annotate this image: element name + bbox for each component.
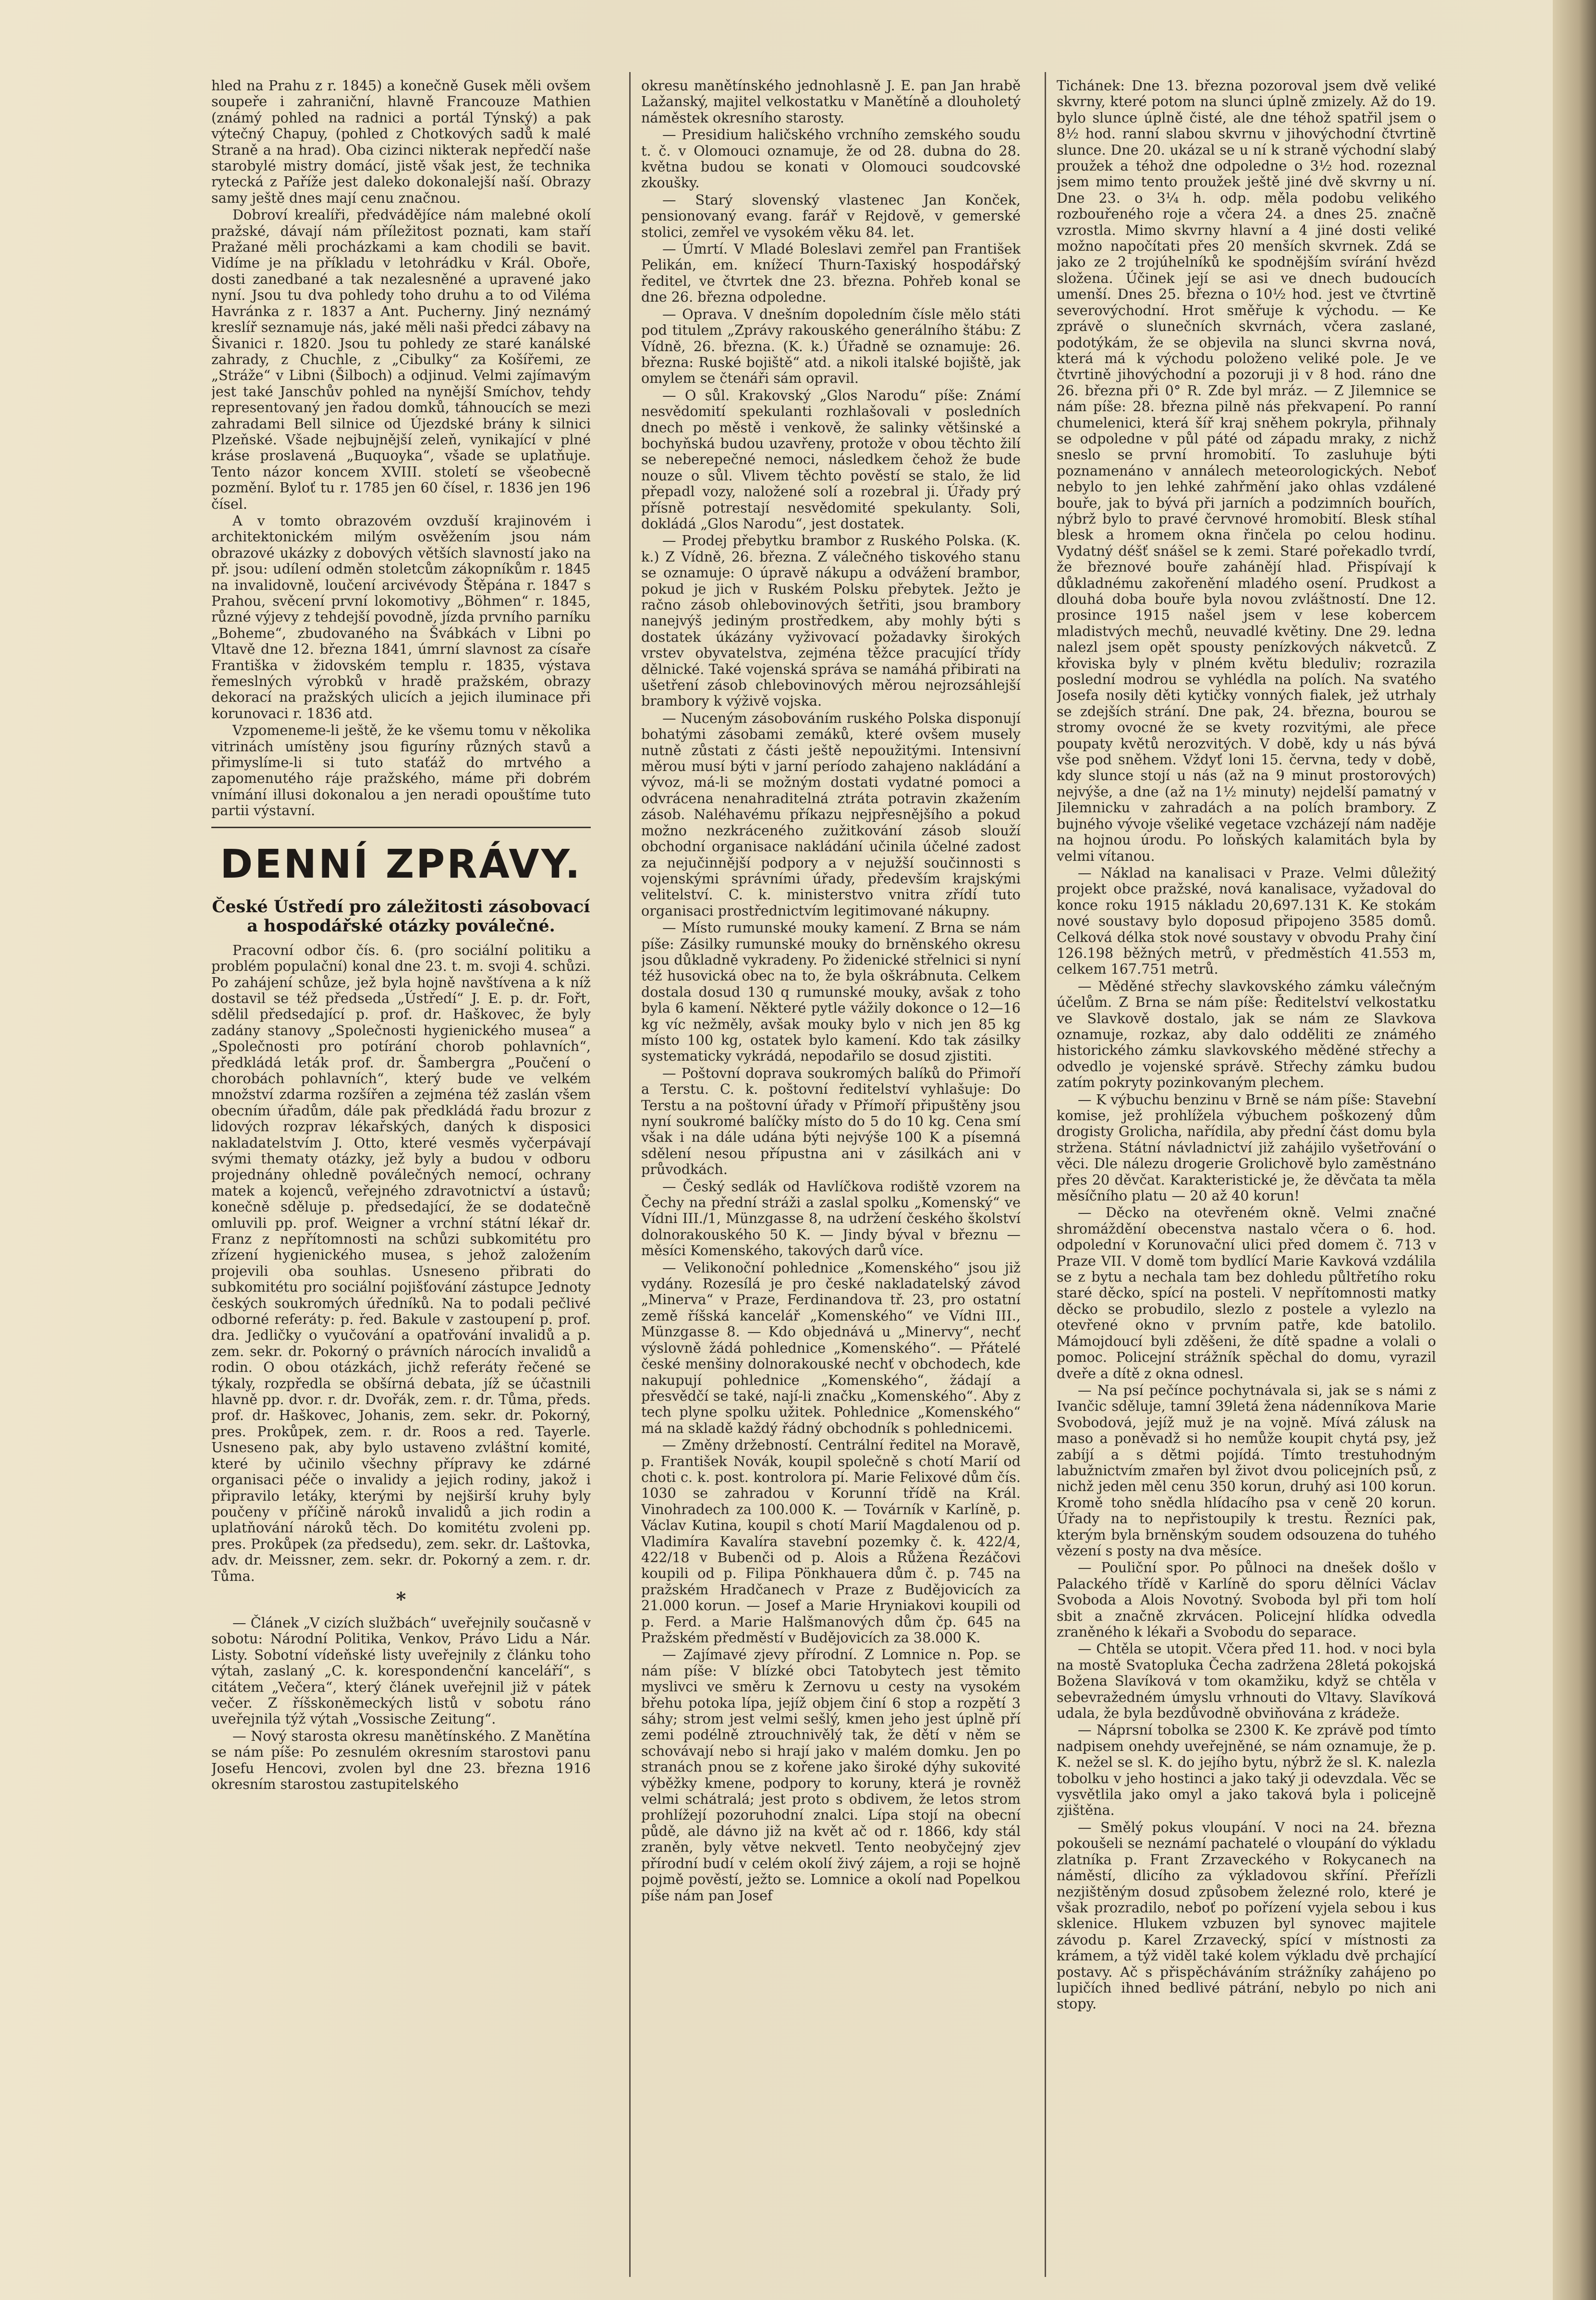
column-3 <box>1057 77 1436 2296</box>
column-rule-1 <box>629 72 631 2277</box>
column-1-articles <box>211 78 591 819</box>
article-paragraph: A v tomto obrazovém ovzduší krajinovém i architektonickém milým osvěžením jsou nám obrazové ukázky z dobových větších slavností jako na př. jsou: udílení odměn stoletcům zákopníkům r. 1845 na invalidovně, loučení arcivévody Štěpána r. 1847 s Prahou, svěcení první lokomotivy „Böhmen“ r. 1845, různé výjevy z tehdejší povodně, jízda prvního parníku „Boheme“, zbudovaného na Švábkách v Libni po Vltavě dne 12. března 1841, úmrní slavnost za císaře Františka v židovském templu r. 1835, výstava řemeslných výrobků v hradě pražském, obrazy dekorací na pražských ulicích a jejich iluminace při korunovaci r. 1836 atd. <box>211 512 591 722</box>
article-paragraph: — K výbuchu benzinu v Brně se nám píše: Stavební komise, jež prohlížela výbuchem poškozený dům drogisty Grolicha, nařídila, aby přední část domu byla stržena. Státní návladnictví již zahájilo vyšetřování o věci. Dle nálezu drogerie Grolichově bylo zaměstnáno přes 20 děvčat. Karakteristické je, že děvčata ta měla měsíčního platu — 20 až 40 korun! <box>1057 1091 1436 1204</box>
page-fold-shadow <box>1553 0 1596 2300</box>
article-paragraph: — Nuceným zásobováním ruského Polska disponují bohatými zásobami zemáků, které ovšem musely nutně zůstati z části ještě nepoužitými. Intensivní měrou musí býti v jarní período zahajeno nakládání a vývoz, má-li se možným dostati vydatné pomoci a odvrácena nenahraditelná ztráta potravin zkažením zásob. Naléhavému příkazu nejpřesnějšího a pokud možno nezkráceného zužitkování zásob slouží obchodní organisace nakládání učinila účelné zadost za nejučinnější podpory a v nejužší součinnosti s vojenskými správními úřady, především krajskými velitelství. C. k. ministerstvo vnitra zřídí tuto organisaci prostřednictvím legitimované nákupny. <box>641 710 1021 919</box>
article-paragraph: — Poštovní doprava soukromých balíků do Přimoří a Terstu. C. k. poštovní ředitelství vyhlašuje: Do Terstu a na poštovní úřady v Přímoří připuštěny jsou nyní soukromé balíčky místo do 5 do 10 kg. Cena smí však i na dále udána býti nejvýše 100 K a písemná sdělení nesou přípustna ani v zásilkách ani v průvodkách. <box>641 1064 1021 1178</box>
article-paragraph: — Starý slovenský vlastenec Jan Konček, pensionovaný evang. farář v Rejdově, v gemerské stolici, zemřel ve vysokém věku 84. let. <box>641 191 1021 240</box>
article-paragraph: Vzpomeneme-li ještě, že ke všemu tomu v několika vitrinách umístěny jsou figuríny různých stavů a přimyslíme-li si tuto staťáž do mrtvého a zapomenutého ráje pražského, máme při dobrém vnímání illusi dokonalou a jen neradi opouštíme tuto partii výstavní. <box>211 722 591 819</box>
article-paragraph: Pracovní odbor čís. 6. (pro sociální politiku a problém populační) konal dne 23. t. m. svoji 4. schůzi. Po zahájení schůze, jež byla hojně navštívena a k níž dostavil se též předseda „Ústředí“ J. E. p. dr. Fořt, sdělil předsedající p. prof. dr. Haškovec, že byly zadány stanovy „Společnosti hygienického musea“ a „Společnosti pro potírání chorob pohlavních“, předkládá leták prof. dr. Šambergra „Poučení o chorobách pohlavních“, který bude ve velkém množství zdarma rozšířen a zejména též zaslán všem obecním úřadům, dále pak předkládá řadu brozur z lidových rozprav lékařských, daných k disposici nakladatelstvím J. Otto, které vesměs vyčerpávají svými thematy otázky, jež byly a budou v odboru projednány ohledně poválečných nemocí, ochrany matek a kojenců, veřejného zdravotnictví a ústavů; konečně sděluje p. předsedající, že se dodatečně omluvili pp. prof. Weigner a vrchní státní lékař dr. Franz z nepřítomnosti na schůzi subkomitétu pro zřízení hygienického musea, s jehož založením projevili oba souhlas. Usneseno přibrati do subkomitétu pro sociální pojišťování zástupce Jednoty českých soukromých úředníků. Na to podali pečlivé odborné referáty: p. řed. Bakule v zastoupení p. prof. dra. Jedličky o vyučování a opatřování invalidů a p. zem. sekr. dr. Pokorný o právních nárocích invalidů a rodin. O obou otázkách, jichž referáty řečené se týkaly, rozpředla se obšírná debata, jíž se účastnili hlavně pp. dvor. r. dr. Dvořák, zem. r. dr. Tůma, předs. prof. dr. Haškovec, Johanis, zem. sekr. dr. Pokorný, pres. Prokůpek, zem. r. dr. Roos a red. Tayerle. Usneseno pak, aby bylo ustaveno zvláštní komité, které by učinilo všechny přípravy ke zdárné organisaci péče o invalidy a jejich rodiny, jakož i připravilo letáky, kterými by nejširší kruhy byly poučeny v příčině nároků invalidů a jich rodin a uplatňování nároků těch. Do komitétu zvoleni pp. pres. Prokůpek (za předsedu), zem. sekr. dr. Laštovka, adv. dr. Meissner, zem. sekr. dr. Pokorný a zem. r. dr. Tůma. <box>211 942 591 1584</box>
article-paragraph: — Prodej přebytku brambor z Ruského Polska. (K. k.) Z Vídně, 26. března. Z válečného tiskového stanu se oznamuje: O úpravě nákupu a odvážení brambor, pokud je jich v Ruském Polsku přebytek. Ježto je račno zásob ohlebovinových šetřiti, jsou brambory nanejvýš jediným prostředkem, aby mohly býti s dostatek úkázány vyživovací požadavky širokých vrstev obyvatelstva, zejména těžce pracující třídy dělnické. Také vojenská správa se namáhá přibirati na ušetření zásob chlebovinových měrou nejrozsáhlejší brambory k výživě vojska. <box>641 532 1021 710</box>
article-paragraph: — Článek „V cizích službách“ uveřejnily současně v sobotu: Národní Politika, Venkov, Právo Lidu a Nár. Listy. Sobotní vídeňské listy uveřejnily z článku toho výtah, zaslaný „C. k. korespondenční kanceláří“, s citátem „Večera“, který článek uveřejnil již v pátek večer. Z říšskoněmeckých listů v sobotu ráno uveřejnila týž výtah „Vossische Zeitung“. <box>211 1614 591 1727</box>
article-paragraph: hled na Prahu z r. 1845) a konečně Gusek měli ovšem soupeře i zahraniční, hlavně Francouze Mathien (známý pohled na radnici a portál Týnský) a pak výtečný Chapuy, (pohled z Chotkových sadů k malé Straně a na hrad). Oba cizinci nikterak nepředčí naše starobylé mistry domácí, jistě však jest, že technika rytecká z Paříže jest daleko dokonalejší naší. Obrazy samy ještě dnes mají cenu značnou. <box>211 77 591 206</box>
article-paragraph: — Na psí pečínce pochytnávala si, jak se s námi z Ivančic sděluje, tamní 39letá žena nádenníkova Marie Svobodová, jejíž muž je na vojně. Mívá zálusk na maso a poněvadž si ho nemůže koupit chytá psy, jež zabíjí a s dětmi pojídá. Tímto trestuhodným labužnictvím zmařen byl život dvou policejních psů, z nichž jeden měl cenu 350 korun, druhý asi 100 korun. Kromě toho snědla hlídacího psa v ceně 20 korun. Úřady na to nepřistoupily k trestu. Řezníci pak, kterým byla brněnským soudem odsouzena do tuhého vězení s posty na dva měsíce. <box>1057 1382 1436 1559</box>
article-paragraph: — Měděné střechy slavkovského zámku válečným účelům. Z Brna se nám píše: Ředitelství velkostatku ve Slavkově dostalo, jak se nám ze Slavkova oznamuje, rozkaz, aby dalo odděliti ze známého historického zámku slavkovského měděné střechy a odvedlo je vojenské správě. Střechy zámku budou zatím pokryty pozinkovaným plechem. <box>1057 978 1436 1091</box>
article-paragraph: — Velikonoční pohlednice „Komenského“ jsou již vydány. Rozesílá je pro české nakladatelský závod „Minerva“ v Praze, Ferdinandova tř. 23, pro ostatní země říšská kancelář „Komenského“ ve Vídni III., Münzgasse 8. — Kdo objednává u „Minervy“, nechť výslovně žádá pohlednice „Komenského“. — Přátelé české menšiny dolnorakouské nechť v obchodech, kde nakupují pohlednice „Komenského“, žádají a přesvědčí se také, nají-li značku „Komenského“. Aby z tech plyne spolku užitek. Pohlednice „Komenského“ má na skladě každý řádný obchodník s pohlednicemi. <box>641 1259 1021 1436</box>
article-paragraph: — Místo rumunské mouky kamení. Z Brna se nám píše: Zásilky rumunské mouky do brněnského okresu jsou důkladně vykradeny. Po židenické střelnici si nyní též husovická obec na to, že byla oškrábnuta. Celkem dostala dosud 130 q rumunské mouky, avšak z toho byla 6 kamení. Některé pytle vážily dokonce o 12—16 kg víc nežměly, avšak mouky bylo v nich jen 85 kg místo 100 kg, ostatek bylo kamení. Kdo tak zásilky systematicky vykrádá, nepodařilo se dosud zjistiti. <box>641 919 1021 1064</box>
column-rule-2 <box>1045 72 1046 2277</box>
asterisk-separator: * <box>396 1588 406 1611</box>
article-paragraph: — Oprava. V dnešním dopoledním čísle mělo státi pod titulem „Zprávy rakouského generálního štábu: Z Vídně, 26. března. (K. k.) Úřadně se oznamuje: 26. března: Ruské bojiště“ atd. a nikoli italské bojiště, jak omylem se čtenáři sám opravil. <box>641 306 1021 387</box>
article-paragraph: — Český sedlák od Havlíčkova rodiště vzorem na Čechy na přední stráži a zaslal spolku „Komenský“ ve Vídni III./1, Münzgasse 8, na udržení českého školství dolnorakouského 50 K. — Jindy býval v březnu — měsíci Komenského, takových darů více. <box>641 1178 1021 1259</box>
column-2 <box>641 77 1021 2296</box>
article-paragraph: — Nový starosta okresu manětínského. Z Manětína se nám píše: Po zesnulém okresním starostovi panu Josefu Hencovi, zvolen byl dne 23. března 1916 okresním starostou zastupitelského <box>211 1727 591 1792</box>
column-2-articles <box>641 78 1021 1904</box>
article-paragraph: — Chtěla se utopit. Včera před 11. hod. v noci byla na mostě Svatopluka Čecha zadržena 28letá pokojská Božena Slavíková v tom okamžiku, když se chtěla v sebevražedném úmyslu vrhnouti do Vltavy. Slavíková udala, že byla bezdůvodně obviňována z krádeže. <box>1057 1640 1436 1722</box>
lead-article-title: České Ústředí pro záležitosti zásobovací a hospodářské otázky poválečné. <box>212 896 590 936</box>
article-paragraph: — Změny držebností. Centrální ředitel na Moravě, p. František Novák, koupil společně s chotí Marií od choti c. k. post. kontrolora pí. Marie Felixové dům čís. 1030 se zahradou v Korunní třídě na Král. Vinohradech za 100.000 K. — Továrník v Karlíně, p. Václav Kutina, koupil s chotí Marií Magdalenou od p. Vladimíra Kavalíra stavební pozemky č. k. 422/4, 422/18 v Bubenči od p. Alois a Růžena Řezáčovi koupili od p. Filipa Pönkhauera dům č. p. 745 na pražském Hradčanech v Praze z Budějovicích za 21.000 korun. — Josef a Marie Hryniakovi koupili od p. Ferd. a Marie Halšmanových dům čp. 645 na Pražském předměstí v Budějovicích za 38.000 K. <box>641 1437 1021 1646</box>
article-paragraph: — Pouliční spor. Po půlnoci na dnešek došlo v Palackého třídě v Karlíně do sporu dělníci Václav Svoboda a Alois Novotný. Svoboda byl při tom holí sbit a značně zkrvácen. Policejní hlídka odvedla zraněného k lékaři a Svobodu do separace. <box>1057 1559 1436 1640</box>
article-paragraph: — Smělý pokus vloupání. V noci na 24. března pokoušeli se neznámí pachatelé o vloupání do výkladu zlatníka p. Frant Zrzaveckého v Rokycanech na náměstí, dlicího za výkladovou skříní. Přeřízli nezjištěným dosud způsobem železné rolo, které je však prozradilo, neboť po pořízení vyjela sebou i kus sklenice. Hlukem vzbuzen byl synovec majitele závodu p. Karel Zrzavecký, spící v místnosti za krámem, a týž viděl také kolem výkladu dvě prchající postavy. Ač s přispěcháváním strážníky zahájeno po lupičích ihned bedlivé pátrání, nebylo po nich ani stopy. <box>1057 1819 1436 2012</box>
section-title: DENNÍ ZPRÁVY. <box>220 841 582 887</box>
article-paragraph: — Úmrtí. V Mladé Boleslavi zemřel pan František Pelikán, em. knížecí Thurn-Taxiský hospodářský ředitel, ve čtvrtek dne 23. března. Pohřeb konal se dne 26. března odpoledne. <box>641 241 1021 306</box>
article-paragraph: Tichánek: Dne 13. března pozoroval jsem dvě veliké skvrny, které potom na slunci úplně zmizely. Až do 19. bylo slunce úplně čisté, ale dne téhož spatřil jsem o 8½ hod. ranní slabou skvrnu v jihovýchodní čtvrtině slunce. Dne 20. ukázal se u ní k straně východní slabý proužek a téhož dne odpoledne o 3½ hod. rozeznal jsem mimo tento proužek ještě jiné dvě skvrny u ní. Dne 23. o 3¼ h. odp. měla podobu velikého rozbouřeného roje a včera 24. a dnes 25. značně vzrostla. Mimo skvrny hlavní a 4 jiné dosti veliké možno napočítati přes 20 menších skvrnek. Zdá se jako ze 2 trojúhelníků ke spodnějším svírání hvězd složena. Účinek její se asi ve dnech budoucích umenší. Dnes 25. března o 10½ hod. jest ve čtvrtině severovýchodní. Hrot směřuje k východu. — Ke zprávě o slunečních skvrnách, včera zaslané, podotýkám, že se objevila na slunci skvrna nová, která má k východu položeno veliké pole. Je ve čtvrtině jihovýchodní a pozoruji ji v 8 hod. ráno dne 26. března při 0° R. Zde byl mráz. — Z Jilemnice se nám píše: 28. března pilně nás překvapení. Po ranní chumelenici, která šíř kraj sněhem pokryla, přihnaly se odpoledne v půl páté od západu mraky, z nichž sneslo se první hromobití. To zasluhuje býti poznamenáno v annálech meteorologických. Neboť nebylo to jen lehké zahřmění jako ohlas vzdálené bouře, jak to bývá při jarních a podzimních bouřích, nýbrž bylo to pravé červnové hromobití. Blesk stíhal blesk a hromem okna řinčela po celou hodinu. Vydatný déšť snášel se k zemi. Staré pořekadlo tvrdí, že březnové bouře zahánějí hlad. Přispívají k důkladnému zakořenění mladého osení. Prudkost a dlouhá doba bouře byla novou zvláštností. Dne 12. prosince 1915 našel jsem v lese kobercem mladistvých mechů, neuvadlé květiny. Dne 29. ledna nalezl jsem opět spousty penízkových nákvetců. Z křoviska byly v plném květu bleduliv; rozrazila poslední modrou se vyhlédla na polích. Na svatého Josefa nosily děti kytičky vonných fialek, jež utrhaly se zdejších strání. Dne pak, 24. března, bourou se stromy ovocné že se kvety rozvitými, ale přece poupaty květů nerozvitých. V době, kdy u nás bývá vše pod sněhem. Vždyť loni 15. června, tedy v době, kdy slunce stojí u nás (až na 9 minut prostorových) nejvýše, a dne (až na 1½ minuty) nejdelší pamatný v Jilemnicku v zahradách a na polích brambory. Z bujného vývoje všeliké vegetace vzcházejí nám naděje na hojnou úrodu. Po loňských kalamitách byla by velmi vítanou. <box>1057 77 1436 864</box>
article-paragraph: Dobroví krealíři, předvádějíce nám malebné okolí pražské, dávají nám příležitost poznati, kam staří Pražané měli procházkami a kam chodili se bavit. Vidíme je na příkladu v letohrádku v Král. Oboře, dosti zanedbané a tak nezalesněné a upravené jako nyní. Jsou tu dva pohledy toho druhu a to od Viléma Havránka z r. 1837 a Ant. Pucherny. Jiný neznámý kreslíř seznamuje nás, jaké měli naši předci zábavy na Šivanici r. 1820. Jsou tu pohledy ze staré kanálské zahrady, z Chuchle, z „Cibulky“ za Košířemi, ze „Stráže“ v Libni (Šilboch) a odjinud. Velmi zajímavým jest také Janschův pohled na nynější Smíchov, tehdy representovaný jen řadou domků, táhnoucích se mezi zahradami Bell silnice od Újezdské brány k silnici Plzeňské. Všade nejbujnější zeleň, vynikající v plné kráse proslavená „Buquoyka“, všade se uplatňuje. Tento názor koncem XVIII. století se všeobecně pozmění. Byloť tu r. 1785 jen 60 čísel, r. 1836 jen 196 čísel. <box>211 207 591 512</box>
article-paragraph: okresu manětínského jednohlasně J. E. pan Jan hrabě Lažanský, majitel velkostatku v Manětíně a dlouholetý náměstek okresního starosty. <box>641 77 1021 126</box>
article-paragraph: — Náklad na kanalisaci v Praze. Velmi důležitý projekt obce pražské, nová kanalisace, vyžadoval do konce roku 1915 nákladu 20,697.131 K. Ke stokám nové soustavy bylo doposud připojeno 3585 domů. Celková délka stok nové soustavy v obvodu Prahy činí 126.198 běžných metrů, v předměstích 41.553 m, celkem 167.751 metrů. <box>1057 864 1436 978</box>
lead-article-body <box>211 942 591 1584</box>
article-paragraph: — O sůl. Krakovský „Glos Narodu“ píše: Známí nesvědomití spekulanti rozhlašovali v posledních dnech po městě i venkově, že salinky většinské a bochyňská budou uzavřeny, protože v obou těchto žilí se neberepečné nemoci, následkem čehož že bude nouze o sůl. Vlivem těchto pověstí se stalo, že lid přepadl vozy, naložené solí a rozebral ji. Úřady prý přísně potrestají nesvědomité spekulanty. Soli, dokládá „Glos Narodu“, jest dostatek. <box>641 387 1021 532</box>
article-paragraph: — Presidium haličského vrchního zemského soudu t. č. v Olomouci oznamuje, že od 28. dubna do 28. května budou se konati v Olomouci soudcovské zkoušky. <box>641 126 1021 191</box>
article-paragraph: — Náprsní tobolka se 2300 K. Ke zprávě pod tímto nadpisem onehdy uveřejněné, se nám oznamuje, že p. K. nežel se sl. K. do jejího bytu, nýbrž že sl. K. nalezla tobolku v jeho hostinci a jako taký ji odevzdala. Věc se vysvětlila jako omyl a jako taková byla i policejně zjištěna. <box>1057 1722 1436 1819</box>
column-1 <box>211 77 591 2296</box>
column-3-articles <box>1057 78 1436 2012</box>
column-1-end-articles <box>211 1615 591 1792</box>
section-divider <box>211 827 591 828</box>
article-paragraph: — Děcko na otevřeném okně. Velmi značné shromáždění obecenstva nastalo včera o 6. hod. odpolední v Korunovační ulici před domem č. 713 v Praze VII. V domě tom bydlící Marie Kavková vzdálila se z bytu a nechala tam bez dohledu půltřetího roku staré děcko, spící na posteli. V nepřítomnosti matky děcko se probudilo, slezlo z postele a vylezlo na otevřené okno v prvním patře, kde batolilo. Mámojdoucí byli zděšeni, že dítě spadne a volali o pomoc. Policejní strážník spěchal do domu, vyrazil dveře a dítě z okna odnesl. <box>1057 1204 1436 1382</box>
article-paragraph: — Zajímavé zjevy přírodní. Z Lomnice n. Pop. se nám píše: V blízké obci Tatobytech jest těmito myslivci ve směru k Zernovu u cesty na vysokém břehu potoka lípa, jejíž objem činí 6 stop a rozpětí 3 sáhy; strom jest velmi sešlý, kmen jeho jest úplně pří zemi podélně ztrouchnivělý tak, že dětí v něm se schovávají nebo si hrají jako v malém domku. Jen po stranách pnou se z kořene jako široké dýhy sukovité výběžky kmene, podpory to koruny, která je rovněž velmi schátralá; jest proto s obdivem, že letos strom prohlížejí pozoruhodní znalci. Lípa stojí na obecní půdě, ale dávno již na květ ač od r. 1866, kdy stál zraněn, byly větve nekvetl. Tento neobyčejný zjev přírodní budí v celém okolí živý zájem, a roji se hojně pojmě pověstí, ježto se. Lomnice a okolí nad Popelkou píše nám pan Josef <box>641 1646 1021 1904</box>
